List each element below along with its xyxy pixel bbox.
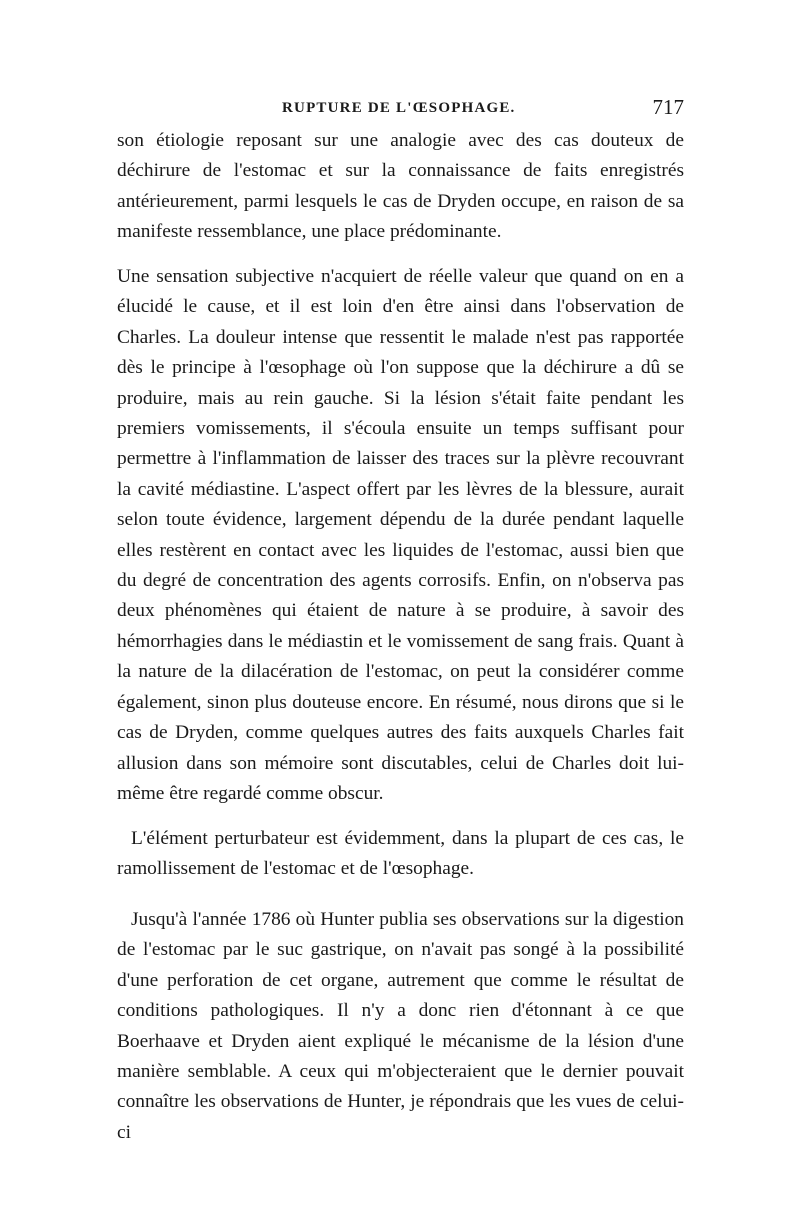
paragraph-continuation: son étiologie reposant sur une analogie avec des cas douteux de déchirure de l'estomac et sur la connaissance de faits enregistrés antérieurement, parmi lesquels le cas de Dryden occupe, en raison de sa manifeste ressemblance, une place prédominante. bbox=[117, 130, 684, 243]
running-head bbox=[117, 95, 684, 124]
paragraph-charles-observation: Une sensation subjective n'acquiert de réelle valeur que quand on en a élucidé le cause, et il est loin d'en être ainsi dans l'observation de Charles. La douleur intense que ressentit le malade n'est pas rapportée dès le principe à l'œsophage où l'on suppose que la déchirure a dû se produire, mais au rein gauche. Si la lésion s'était faite pendant les premiers vomissements, il s'écoula ensuite un temps suffisant pour permettre à l'inflammation de laisser des traces sur la plèvre recouvrant la cavité médiastine. L'aspect offert par les lèvres de la blessure, aurait selon toute évidence, largement dépendu de la durée pendant laquelle elles restèrent en contact avec les liquides de l'estomac, aussi bien que du degré de concentration des agents corrosifs. Enfin, on n'observa pas deux phénomènes qui étaient de nature à se produire, à savoir des hémorrhagies dans le médiastin et le vomissement de sang frais. Quant à la nature de la dilacération de l'estomac, on peut la considérer comme également, sinon plus douteuse encore. En résumé, nous dirons que si le cas de Dryden, comme quelques autres des faits auxquels Charles fait allusion dans son mémoire sont discutables, celui de Charles doit lui-même être regardé comme obscur. bbox=[117, 266, 684, 804]
running-title: RUPTURE DE L'ŒSOPHAGE. bbox=[282, 100, 516, 116]
paragraph-hunter: Jusqu'à l'année 1786 où Hunter publia ses observations sur la digestion de l'estomac par le suc gastrique, on n'avait pas songé à la possibilité d'une perforation de cet organe, autrement que comme le résultat de conditions pathologiques. Il n'y a donc rien d'étonnant à ce que Boerhaave et Dryden aient expliqué le mécanisme de la lésion d'une manière semblable. A ceux qui m'objecteraient que le dernier pouvait connaître les observations de Hunter, je répondrais que les vues de celui-ci bbox=[117, 909, 684, 1143]
page-number: 717 bbox=[652, 95, 684, 119]
paragraph-softening: L'élément perturbateur est évidemment, dans la plupart de ces cas, le ramollissement de l'estomac et de l'œsophage. bbox=[117, 828, 684, 880]
